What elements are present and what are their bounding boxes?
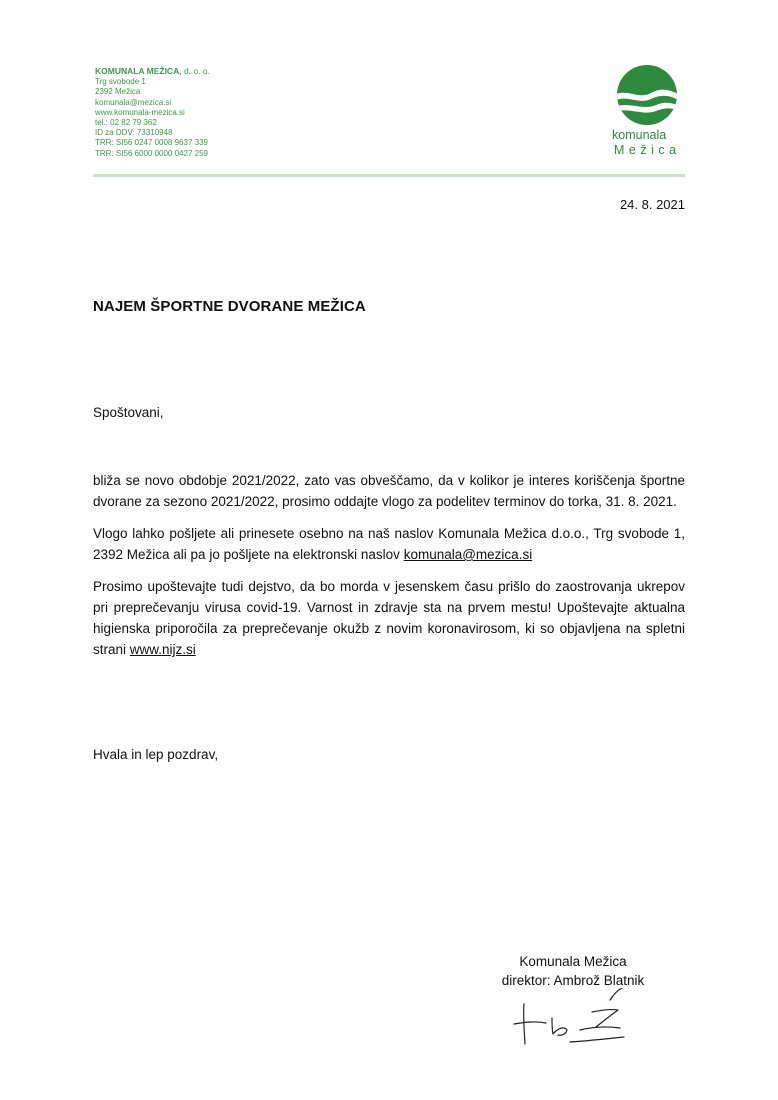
paragraph-1: bliža se novo obdobje 2021/2022, zato vas obveščamo, da v kolikor je interes koriščenja športne dvorane za sezono 2021/2022, prosimo oddajte vlogo za podelitev terminov do torka, 31. 8. 2021. bbox=[93, 473, 685, 509]
paragraph-2: Vlogo lahko pošljete ali prinesete osebno na naš naslov Komunala Mežica d.o.o., Trg svobode 1, 2392 Mežica ali pa jo pošljete na elektronski naslov komunala@mezica.si bbox=[93, 526, 685, 562]
logo-text-line2: Mežica bbox=[614, 143, 681, 157]
company-logo bbox=[612, 64, 684, 158]
company-phone: tel.: 02 82 79 362 bbox=[95, 118, 157, 128]
company-address-street: Trg svobode 1 bbox=[95, 77, 146, 87]
email-link[interactable]: komunala@mezica.si bbox=[403, 547, 533, 562]
company-letterhead bbox=[95, 66, 210, 159]
letter-closing: Hvala in lep pozdrav, bbox=[93, 747, 219, 762]
company-name: KOMUNALA MEŽICA, d. o. o. bbox=[95, 66, 210, 76]
letter-greeting: Spoštovani, bbox=[93, 405, 164, 420]
letter-title: NAJEM ŠPORTNE DVORANE MEŽICA bbox=[93, 298, 366, 315]
company-address-city: 2392 Mežica bbox=[95, 87, 141, 97]
company-bank-account-2: TRR: SI56 6000 0000 0427 259 bbox=[95, 148, 208, 158]
logo-text-line1: komunala bbox=[612, 128, 667, 142]
header-divider bbox=[93, 174, 685, 177]
handwritten-signature bbox=[512, 988, 632, 1050]
nijz-website-link[interactable]: www.nijz.si bbox=[129, 642, 196, 657]
company-email: komunala@mezica.si bbox=[95, 97, 172, 107]
letter-body bbox=[93, 470, 685, 671]
company-vat-id: ID za DDV: 73310948 bbox=[95, 128, 173, 138]
letter-date: 24. 8. 2021 bbox=[619, 197, 685, 212]
company-website: www.komunala-mezica.si bbox=[95, 107, 185, 117]
signature-organization: Komunala Mežica bbox=[519, 954, 627, 969]
signature-block bbox=[485, 952, 661, 990]
paragraph-3: Prosimo upoštevajte tudi dejstvo, da bo morda v jesenskem času prišlo do zaostrovanja ukrepov pri preprečevanju virusa covid-19. Varnost in zdravje sta na prvem mestu! Upoštevajte aktualna higienska priporočila za preprečevanje okužb z novim koronavirosom, ki so objavljena na spletni strani www.nijz.si bbox=[93, 579, 685, 657]
signature-role: direktor: Ambrož Blatnik bbox=[501, 973, 645, 988]
logo-emblem-icon bbox=[616, 64, 678, 126]
company-bank-account-1: TRR: SI56 0247 0008 9637 339 bbox=[95, 138, 208, 148]
